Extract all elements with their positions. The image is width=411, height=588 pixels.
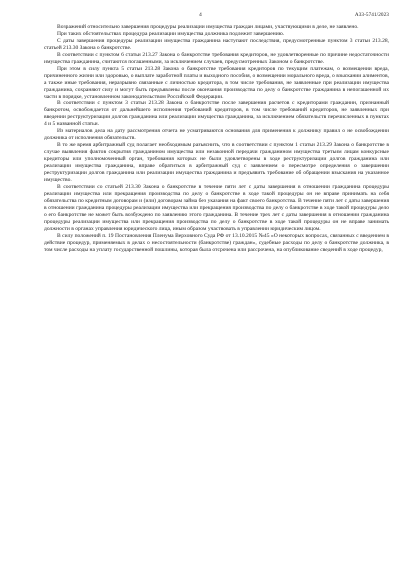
page-header: [44, 8, 389, 24]
case-number: А33-5741/2023: [354, 12, 389, 18]
paragraph: В соответствии с пунктом 3 статьи 213.28 Закона о банкротстве после завершения расчетов с кредиторами гражданин, признанный банкротом, освобождается от дальнейшего исполнения требований кредиторов, в том числе требований кредиторов, не заявленных при введении реструктуризации долгов гражданина или реализации имущества гражданина, за исключением обязательств перечисленных в пунктах 4 и 5 названной статьи.: [44, 100, 389, 128]
paragraph: В силу положений п. 19 Постановления Пленума Верховного Суда РФ от 13.10.2015 №45 «О некоторых вопросах, связанных с введением в действие процедур, применяемых в делах о несостоятельности (банкротстве) граждан», судебные расходы по делу о банкротстве должника, в том числе расходы на уплату государственной пошлины, которая была отсрочена или рассрочена, на опубликование сведений в ходе процедур,: [44, 232, 389, 253]
paragraph: Из материалов дела на дату рассмотрения отчета не усматриваются основания для применения к должнику правил о не освобождении должника от исполнения обязательств.: [44, 128, 389, 142]
document-body: [44, 24, 389, 253]
paragraph: Возражений относительно завершения процедуры реализации имущества граждан лицами, участвующими в деле, не заявлено.: [57, 24, 359, 30]
paragraph: В соответствии со статьей 213.30 Закона о банкротстве в течение пяти лет с даты завершения в отношении гражданина процедуры реализации имущества или прекращения производства по делу о банкротстве в ходе такой процедуры он не вправе принимать на себя обязательства по кредитным договорам и (или) договорам займа без указания на факт своего банкротства. В течение пяти лет с даты завершения в отношении гражданина процедуры реализации имущества или прекращения производства по делу о банкротстве в ходе такой процедуры дело о его банкротстве не может быть возбуждено по заявлению этого гражданина. В течение трех лет с даты завершения в отношении гражданина процедуры реализации имущества или прекращения производства по делу о банкротстве в ходе такой процедуры он не вправе занимать должности в органах управления юридического лица, иным образом участвовать в управлении юридическим лицом.: [44, 183, 389, 232]
paragraph: При таких обстоятельствах процедура реализации имущества должника подлежит завершению.: [57, 30, 285, 37]
paragraph: В соответствии с пунктом 6 статьи 213.27 Закона о банкротстве требования кредиторов, не удовлетворенные по причине недостаточности имущества гражданина, считаются погашенными, за исключением случаев, предусмотренных Законом о банкротстве.: [44, 51, 389, 65]
page-number: 4: [199, 12, 202, 18]
paragraph: В то же время арбитражный суд полагает необходимым разъяснить, что в соответствии с пунктом 1 статьи 213.29 Закона о банкротстве в случае выявления фактов сокрытия гражданином имущества или незаконной передачи гражданином имущества третьим лицам конкурсные кредиторы или уполномоченный орган, требования которых не были удовлетворены в ходе реструктуризации долгов гражданина или реализации имущества гражданина, вправе обратиться в арбитражный суд с заявлением о пересмотре определения о завершении реструктуризации долгов гражданина или реализации имущества гражданина и предъявить требование об обращении взыскания на указанное имущество.: [44, 142, 389, 183]
paragraph: При этом в силу пункта 5 статьи 213.28 Закона о банкротстве требования кредиторов по текущим платежам, о возмещении вреда, причиненного жизни или здоровью, о выплате заработной платы и выходного пособия, о возмещении морального вреда, о взыскании алиментов, а также иные требования, неразрывно связанные с личностью кредитора, в том числе требования, не заявленные при реализации имущества гражданина, сохраняют силу и могут быть предъявлены после окончания производства по делу о банкротстве гражданина в непогашенной их части в порядке, установленном законодательством Российской Федерации.: [44, 65, 389, 100]
paragraph: С даты завершения процедуры реализации имущества гражданина наступают последствия, предусмотренные пунктом 3 статьи 213.28, статьей 213.30 Закона о банкротстве.: [44, 37, 389, 51]
